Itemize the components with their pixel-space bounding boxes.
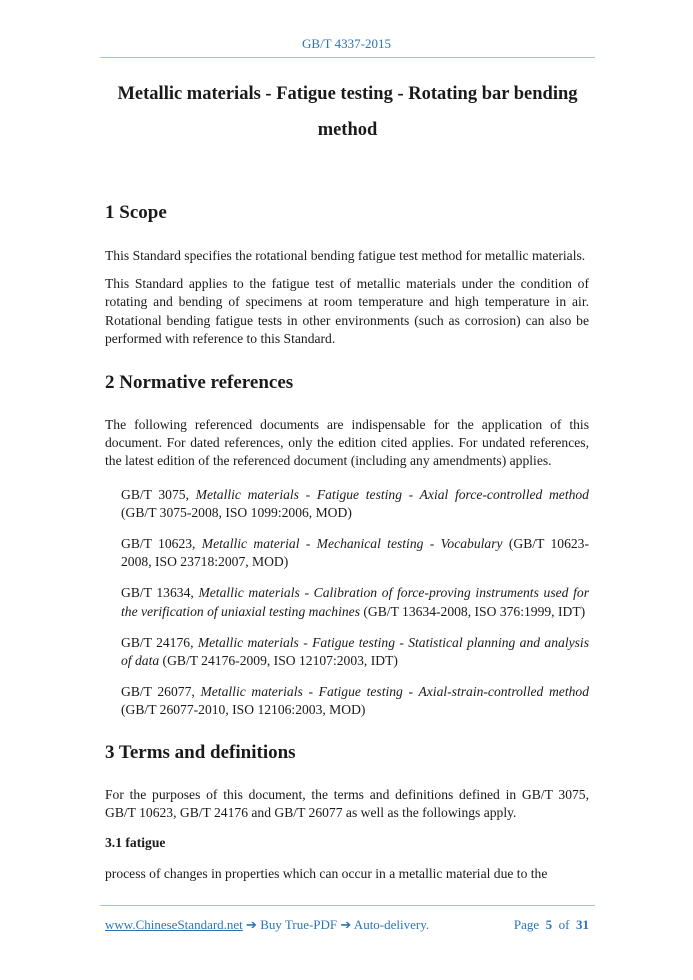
footer-promo-text: ➔ Buy True-PDF ➔ Auto-delivery.: [242, 917, 430, 932]
document-body: [105, 200, 589, 883]
section-heading-normative: 2 Normative references: [105, 372, 294, 394]
footer-divider: [100, 905, 595, 906]
reference-item: GB/T 24176, Metallic materials - Fatigue testing - Statistical planning and analysis of data (GB/T 24176-2009, ISO 12107:2003, IDT): [121, 634, 589, 669]
header-standard-code: GB/T 4337-2015: [302, 36, 391, 51]
term-definition-fatigue: process of changes in properties which can occur in a metallic material due to the: [105, 866, 548, 882]
footer-promo: [105, 917, 429, 933]
footer-site-link[interactable]: www.ChineseStandard.net: [105, 917, 243, 932]
header-divider: [100, 57, 595, 58]
reference-item: GB/T 10623, Metallic material - Mechanical testing - Vocabulary (GB/T 10623-2008, ISO 23718:2007, MOD): [121, 536, 589, 570]
document-title: [100, 76, 595, 148]
title-line-2: method: [317, 120, 378, 140]
section-heading-terms: 3 Terms and definitions: [105, 741, 296, 763]
normative-intro: The following referenced documents are indispensable for the application of this document. For dated references, only the edition cited applies. For undated references, the latest edition of the referenced document (including any amendments) applies.: [105, 417, 589, 469]
terms-intro: For the purposes of this document, the terms and definitions defined in GB/T 3075, GB/T 10623, GB/T 24176 and GB/T 26077 as well as the followings apply.: [105, 786, 589, 820]
title-line-1: Metallic materials - Fatigue testing - Rotating bar bending: [117, 84, 578, 104]
reference-item: GB/T 3075, Metallic materials - Fatigue testing - Axial force-controlled method (GB/T 3075-2008, ISO 1099:2006, MOD): [121, 486, 589, 520]
term-heading-fatigue: 3.1 fatigue: [105, 835, 166, 851]
scope-paragraph-1: This Standard specifies the rotational bending fatigue test method for metallic materials.: [105, 248, 586, 263]
section-heading-scope: 1 Scope: [105, 202, 167, 223]
scope-paragraph-2: This Standard applies to the fatigue test of metallic materials under the condition of rotating and bending of specimens at room temperature and high temperature in air. Rotational bending fatigue tests in other environments (such as corrosion) can also be performed with reference to this Standard.: [105, 276, 589, 346]
reference-item: GB/T 26077, Metallic materials - Fatigue testing - Axial-strain-controlled method (GB/T 26077-2010, ISO 12106:2003, MOD): [121, 684, 589, 718]
page-number: Page 5 of 31: [513, 917, 589, 932]
reference-item: GB/T 13634, Metallic materials - Calibration of force-proving instruments used for the verification of uniaxial testing machines (GB/T 13634-2008, ISO 376:1999, IDT): [121, 585, 589, 619]
